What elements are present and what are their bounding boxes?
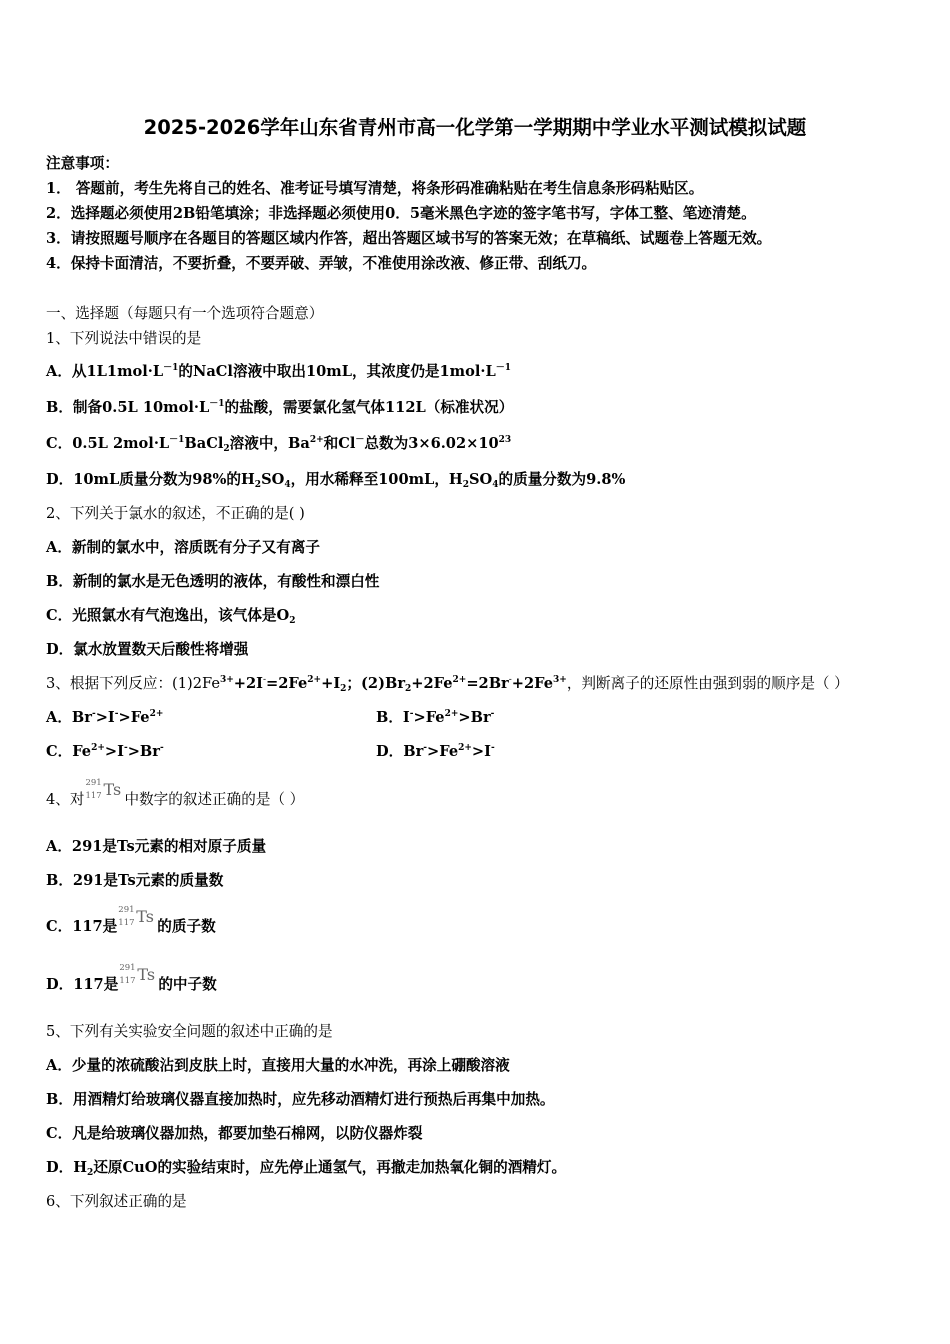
question-4-option-c: C．117是 291 117 Ts 的质子数 — [46, 905, 216, 935]
question-2-option-c: C．光照氯水有气泡逸出，该气体是$O_2$ — [46, 607, 296, 626]
question-3-stem: 3、根据下列反应：$(1)2Fe^{3+}+2I^-=2Fe^{2+}+I_2$；$(2)Br_2+2Fe^{2+}=2Br^-+2Fe^{3+}$，判断离子的还原性由强到弱的顺序是（ ） — [46, 675, 849, 694]
question-1-option-a: A．从$1L1mol\cdot L^{-1}$的NaCl溶液中取出10mL，其浓度仍是$1mol\cdot L^{-1}$ — [46, 363, 511, 380]
ts-isotope-symbol: 291 117 Ts — [118, 905, 154, 928]
note-item-3: 3．请按照题号顺序在各题目的答题区域内作答，超出答题区域书写的答案无效；在草稿纸、试题卷上答题无效。 — [46, 230, 772, 247]
question-4-option-d: D．117是 291 117 Ts 的中子数 — [46, 963, 217, 993]
question-5-option-c: C．凡是给玻璃仪器加热，都要加垫石棉网，以防仪器炸裂 — [46, 1125, 423, 1142]
question-2-stem: 2、下列关于氯水的叙述，不正确的是( ) — [46, 505, 305, 522]
question-2-option-a: A．新制的氯水中，溶质既有分子又有离子 — [46, 539, 321, 556]
question-3-option-c: C．$Fe^{2+}>I^->Br^-$ — [46, 743, 164, 760]
note-item-2: 2．选择题必须使用2B铅笔填涂；非选择题必须使用0．5毫米黑色字迹的签字笔书写，字体工整、笔迹清楚。 — [46, 205, 756, 222]
note-item-4: 4．保持卡面清洁，不要折叠，不要弄破、弄皱，不准使用涂改液、修正带、刮纸刀。 — [46, 255, 597, 272]
question-1-option-d: D．10mL质量分数为98%的$H_2SO_4$，用水稀释至100mL，$H_2SO_4$的质量分数为9.8% — [46, 471, 626, 490]
question-6-stem: 6、下列叙述正确的是 — [46, 1193, 187, 1210]
note-item-1: 1． 答题前，考生先将自己的姓名、准考证号填写清楚，将条形码准确粘贴在考生信息条形码粘贴区。 — [46, 180, 704, 197]
question-4-stem: 4、对 291 117 Ts 中数字的叙述正确的是（ ） — [46, 778, 305, 808]
section-heading: 一、选择题（每题只有一个选项符合题意） — [46, 305, 324, 322]
question-5-option-d: D．$H_2$还原CuO的实验结束时，应先停止通氢气，再撤走加热氧化铜的酒精灯。 — [46, 1159, 567, 1178]
question-4-option-a: A．291是Ts元素的相对原子质量 — [46, 838, 267, 855]
notes-heading: 注意事项： — [46, 155, 119, 172]
question-1-stem: 1、下列说法中错误的是 — [46, 330, 202, 347]
question-1-option-b: B．制备0.5L $10mol\cdot L^{-1}$的盐酸，需要氯化氢气体112L（标准状况） — [46, 399, 514, 416]
ts-isotope-symbol: 291 117 Ts — [119, 963, 156, 986]
ts-isotope-symbol: 291 117 Ts — [85, 778, 122, 801]
question-5-option-a: A．少量的浓硫酸沾到皮肤上时，直接用大量的水冲洗，再涂上硼酸溶液 — [46, 1057, 510, 1074]
question-3-option-b: B．$I^->Fe^{2+}>Br^-$ — [376, 709, 495, 726]
question-2-option-d: D．氯水放置数天后酸性将增强 — [46, 641, 249, 658]
question-1-option-c: C．0.5L $2mol\cdot L^{-1}BaCl_2$溶液中，$Ba^{2+}$和Cl－总数为$3\times 6.02\times 10^{23}$ — [46, 435, 512, 454]
question-5-option-b: B．用酒精灯给玻璃仪器直接加热时，应先移动酒精灯进行预热后再集中加热。 — [46, 1091, 555, 1108]
question-3-option-d: D．$Br^->Fe^{2+}>I^-$ — [376, 743, 495, 760]
exam-title: 2025-2026学年山东省青州市高一化学第一学期期中学业水平测试模拟试题 — [143, 116, 807, 139]
question-4-option-b: B．291是Ts元素的质量数 — [46, 872, 224, 889]
question-2-option-b: B．新制的氯水是无色透明的液体，有酸性和漂白性 — [46, 573, 380, 590]
question-3-option-a: A．$Br^->I^->Fe^{2+}$ — [46, 709, 164, 726]
question-5-stem: 5、下列有关实验安全问题的叙述中正确的是 — [46, 1023, 333, 1040]
